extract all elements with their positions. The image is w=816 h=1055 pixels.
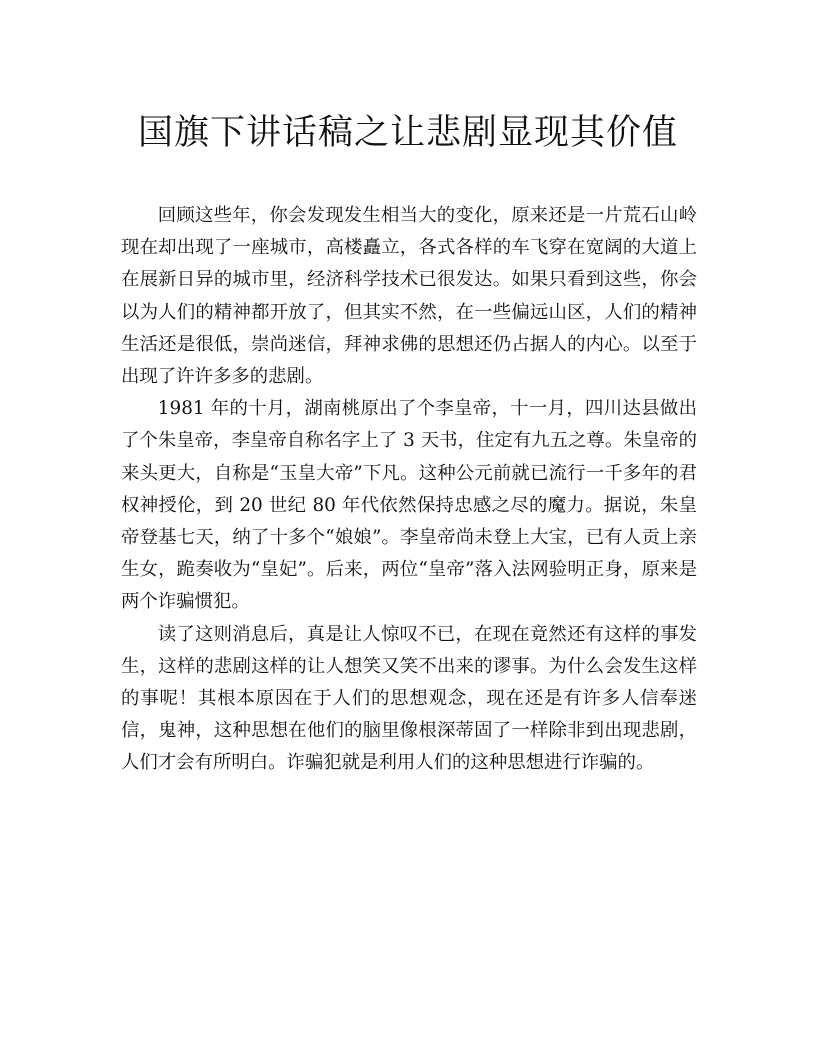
paragraph-2: 1981 年的十月，湖南桃原出了个李皇帝，十一月，四川达县做出了个朱皇帝，李皇帝自称名字上了 3 天书，住定有九五之尊。朱皇帝的来头更大，自称是“玉皇大帝”下凡。这种公元前就已流行一千多年的君权神授伦，到 20 世纪 80 年代依然保持忠感之尽的魔力。据说，朱皇帝登基七天，纳了十多个“娘娘”。李皇帝尚未登上大宝，已有人贡上亲生女，跪奏收为“皇妃”。后来，两位“皇帝”落入法网验明正身，原来是两个诈骗惯犯。 (121, 398, 697, 613)
paragraph-3: 读了这则消息后，真是让人惊叹不已，在现在竟然还有这样的事发生，这样的悲剧这样的让人想笑又笑不出来的谬事。为什么会发生这样的事呢！其根本原因在于人们的思想观念，现在还是有许多人信奉迷信，鬼神，这种思想在他们的脑里像根深蒂固了一样除非到出现悲剧，人们才会有所明白。诈骗犯就是利用人们的这种思想进行诈骗的。 (121, 623, 697, 774)
document-body (121, 200, 697, 780)
paragraph-1: 回顾这些年，你会发现发生相当大的变化，原来还是一片荒石山岭现在却出现了一座城市，高楼矗立，各式各样的车飞穿在宽阔的大道上在展新日异的城市里，经济科学技术已很发达。如果只看到这些，你会以为人们的精神都开放了，但其实不然，在一些偏远山区，人们的精神生活还是很低，崇尚迷信，拜神求佛的思想还仍占据人的内心。以至于出现了许许多多的悲剧。 (121, 205, 697, 388)
document-title: 国旗下讲话稿之让悲剧显现其价值 (137, 113, 678, 153)
